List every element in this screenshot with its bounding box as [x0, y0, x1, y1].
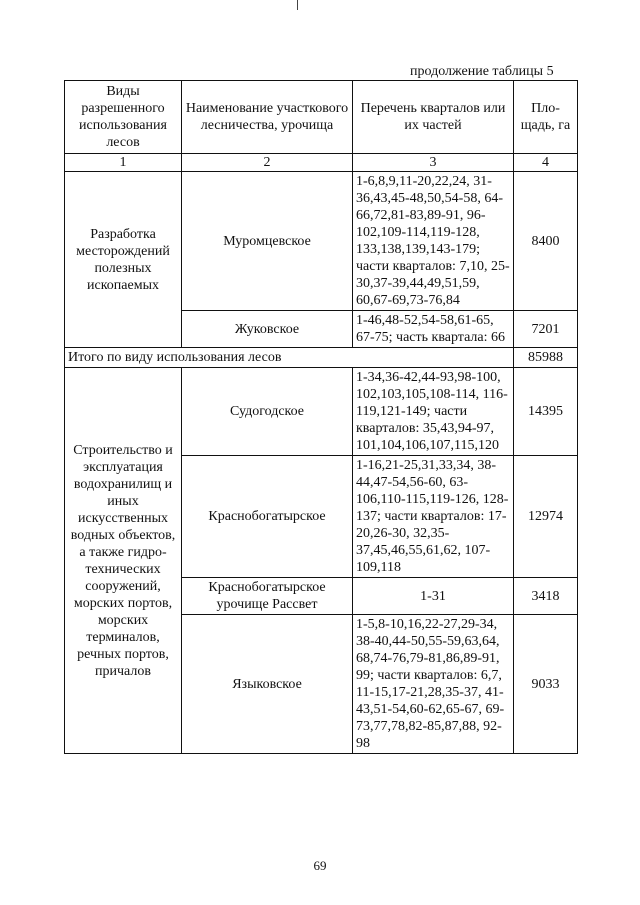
- area-cell: 9033: [514, 615, 578, 754]
- quarters-cell: 1-34,36-42,44-93,98-100, 102,103,105,108-114, 116-119,121-149; части кварталов: 35,43,94-97, 101,104,106,107,115,120: [353, 368, 514, 456]
- forestry-cell: Муромцевское: [182, 172, 353, 311]
- scan-mark: [297, 0, 298, 10]
- total-label: Итого по виду использования лесов: [65, 348, 514, 368]
- column-number: 1: [65, 154, 182, 172]
- forestry-cell: Краснобогатырское урочище Рассвет: [182, 578, 353, 615]
- header-quarters: Перечень кварталов или их частей: [353, 81, 514, 154]
- forestry-cell: Судогодское: [182, 368, 353, 456]
- area-cell: 14395: [514, 368, 578, 456]
- area-cell: 8400: [514, 172, 578, 311]
- forestry-cell: Жуковское: [182, 311, 353, 348]
- column-number: 3: [353, 154, 514, 172]
- quarters-cell: 1-16,21-25,31,33,34, 38-44,47-54,56-60, 63-106,110-115,119-126, 128-137; части кварталов: 17-20,26-30, 32,35-37,45,46,55,61,62, 107-109,118: [353, 456, 514, 578]
- forest-use-table: [64, 80, 578, 754]
- quarters-cell: 1-5,8-10,16,22-27,29-34, 38-40,44-50,55-59,63,64, 68,74-76,79-81,86,89-91, 99; части кварталов: 6,7, 11-15,17-21,28,35-37, 41-43,51-54,60-62,65-67, 69-73,77,78,82-85,87,88, 92-98: [353, 615, 514, 754]
- table-continuation-caption: продолжение таблицы 5: [410, 64, 554, 79]
- total-area: 85988: [514, 348, 578, 368]
- quarters-cell: 1-46,48-52,54-58,61-65, 67-75; часть квартала: 66: [353, 311, 514, 348]
- column-number: 2: [182, 154, 353, 172]
- table-row: [65, 368, 578, 456]
- use-type-cell: Строительство и эксплуатация водохранилищ и иных искусственных водных объектов, а также гидро-технических сооружений, морских портов, морских терминалов, речных портов, причалов: [65, 368, 182, 754]
- column-number-row: [65, 154, 578, 172]
- header-use-type: Виды разрешенного использования лесов: [65, 81, 182, 154]
- use-type-cell: Разработка месторождений полезных ископаемых: [65, 172, 182, 348]
- header-forestry: Наименование участкового лесничества, урочища: [182, 81, 353, 154]
- area-cell: 12974: [514, 456, 578, 578]
- total-row: [65, 348, 578, 368]
- quarters-cell: 1-31: [353, 578, 514, 615]
- header-area: Пло-щадь, га: [514, 81, 578, 154]
- area-cell: 7201: [514, 311, 578, 348]
- column-number: 4: [514, 154, 578, 172]
- quarters-cell: 1-6,8,9,11-20,22,24, 31-36,43,45-48,50,54-58, 64-66,72,81-83,89-91, 96-102,109-114,119-128, 133,138,139,143-179; части кварталов: 7,10, 25-30,37-39,44,49,51,59, 60,67-69,73-76,84: [353, 172, 514, 311]
- forestry-cell: Языковское: [182, 615, 353, 754]
- table-row: [65, 172, 578, 311]
- area-cell: 3418: [514, 578, 578, 615]
- page-number: 69: [313, 858, 327, 873]
- forestry-cell: Краснобогатырское: [182, 456, 353, 578]
- header-row: [65, 81, 578, 154]
